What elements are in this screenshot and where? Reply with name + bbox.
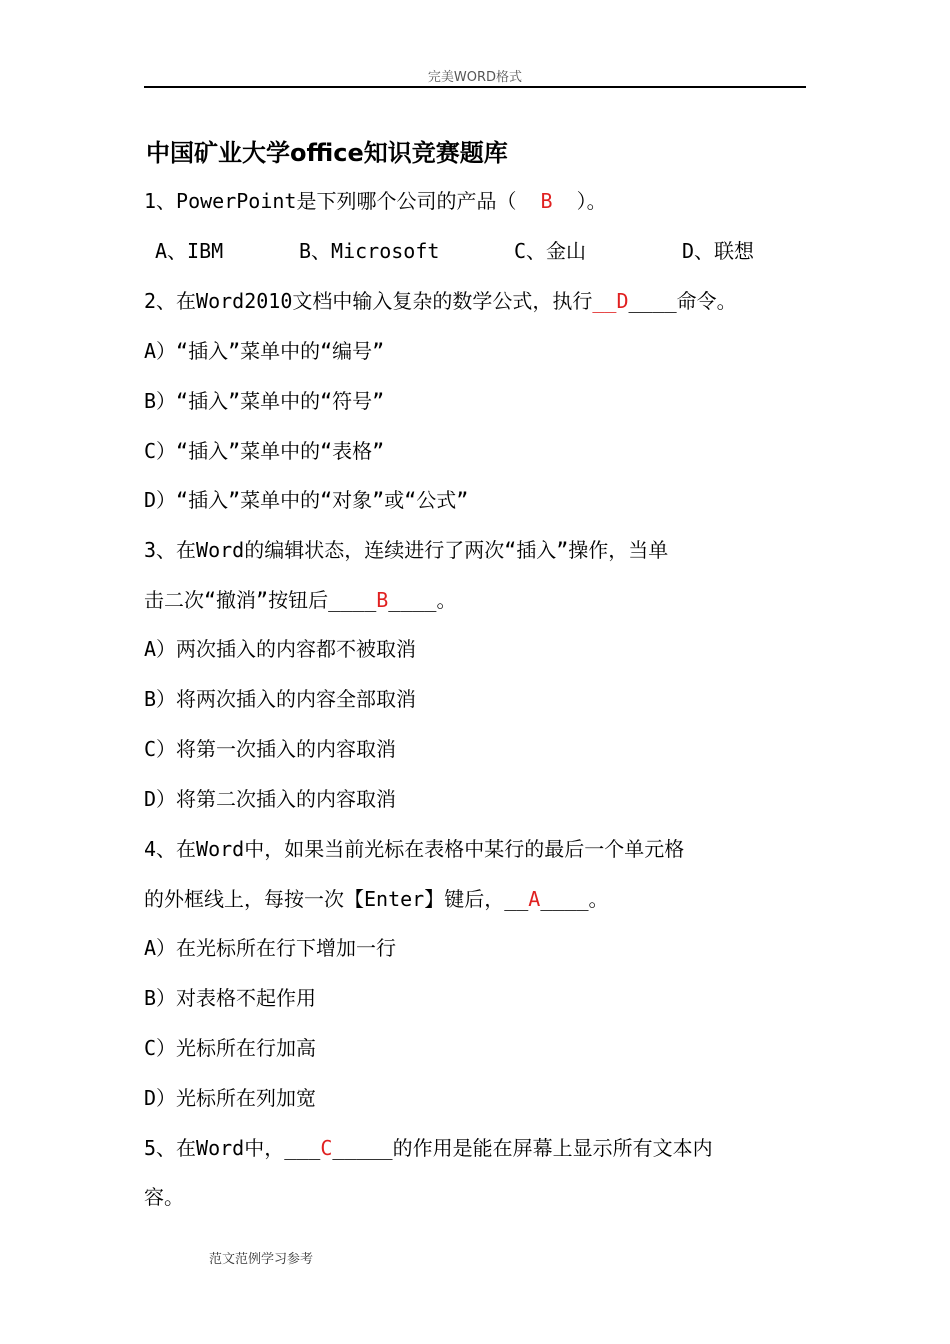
question-1-option-c: C、金山 [514,239,587,263]
question-1 [144,188,607,214]
question-3-option-c: C）将第一次插入的内容取消 [144,737,397,761]
question-4-answer: A [528,887,541,911]
question-1-option-b: B、Microsoft [299,239,440,263]
question-4-option-a: A）在光标所在行下增加一行 [144,936,397,960]
question-4-option-d: D）光标所在列加宽 [144,1086,317,1110]
question-5-answer: C [320,1136,333,1160]
question-3-option-d: D）将第二次插入的内容取消 [144,787,397,811]
question-2 [144,288,737,314]
question-1-option-d: D、联想 [682,239,755,263]
question-3-answer: B [376,588,389,612]
question-4-text: 的外框线上，每按一次【Enter】键后，__ [144,887,529,911]
header-rule [144,86,806,88]
question-3-line-1: 3、在Word的编辑状态，连续进行了两次“插入”操作，当单 [144,538,669,562]
question-2-answer: __D [592,289,629,313]
document-title: 中国矿业大学office知识竞赛题库 [146,139,508,167]
question-1-text: 1、PowerPoint是下列哪个公司的产品（ [144,189,541,213]
question-2-option-a: A）“插入”菜单中的“编号” [144,339,385,363]
question-5-line-1 [144,1135,713,1161]
question-4-line-2 [144,886,609,912]
question-4-line-1: 4、在Word中，如果当前光标在表格中某行的最后一个单元格 [144,837,685,861]
question-1-answer: B [540,189,553,213]
question-4-text-end: ____。 [540,887,609,911]
question-1-text-end: ）。 [552,189,607,213]
page-header: 完美WORD格式 [427,70,523,85]
question-5-text-end: _____的作用是能在屏幕上显示所有文本内 [332,1136,713,1160]
question-4-option-b: B）对表格不起作用 [144,986,317,1010]
question-2-text-end: ____命令。 [628,289,737,313]
question-2-option-d: D）“插入”菜单中的“对象”或“公式” [144,488,469,512]
question-3-text: 击二次“撤消”按钮后____ [144,588,377,612]
question-5-text: 5、在Word中，___ [144,1136,321,1160]
question-2-text: 2、在Word2010文档中输入复杂的数学公式，执行 [144,289,593,313]
question-2-option-c: C）“插入”菜单中的“表格” [144,439,385,463]
question-5-line-2: 容。 [144,1185,184,1209]
question-3-option-b: B）将两次插入的内容全部取消 [144,687,417,711]
question-3-text-end: ____。 [388,588,457,612]
question-2-option-b: B）“插入”菜单中的“符号” [144,389,385,413]
question-1-option-a: A、IBM [155,239,224,263]
question-4-option-c: C）光标所在行加高 [144,1036,317,1060]
question-1-options [144,238,806,264]
page-footer: 范文范例学习参考 [209,1252,314,1267]
question-3-option-a: A）两次插入的内容都不被取消 [144,637,417,661]
question-3-line-2 [144,587,456,613]
